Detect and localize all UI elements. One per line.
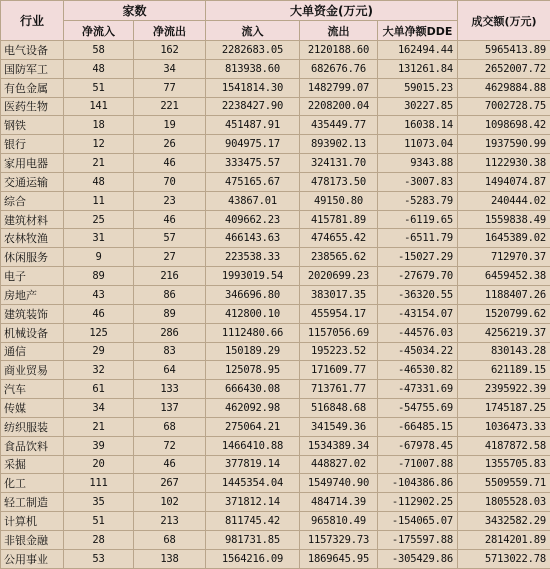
cell-net-in-count: 20	[64, 455, 134, 474]
cell-industry: 建筑装饰	[1, 304, 64, 323]
cell-net-in-count: 29	[64, 342, 134, 361]
cell-outflow: 1534389.34	[300, 436, 378, 455]
cell-industry: 有色金属	[1, 78, 64, 97]
cell-inflow: 475165.67	[206, 172, 300, 191]
cell-net-out-count: 133	[134, 380, 206, 399]
cell-net-out-count: 86	[134, 285, 206, 304]
cell-outflow: 1157056.69	[300, 323, 378, 342]
cell-net-out-count: 83	[134, 342, 206, 361]
cell-outflow: 893902.13	[300, 135, 378, 154]
cell-inflow: 462092.98	[206, 399, 300, 418]
cell-net-out-count: 286	[134, 323, 206, 342]
cell-net-big: -15027.29	[378, 248, 458, 267]
cell-net-out-count: 162	[134, 41, 206, 60]
cell-net-in-count: 111	[64, 474, 134, 493]
table-row	[1, 323, 550, 342]
cell-outflow: 965810.49	[300, 512, 378, 531]
cell-volume: 1122930.38	[458, 154, 550, 173]
cell-net-out-count: 89	[134, 304, 206, 323]
cell-outflow: 713761.77	[300, 380, 378, 399]
cell-net-in-count: 21	[64, 154, 134, 173]
table-row	[1, 59, 550, 78]
cell-outflow: 448827.02	[300, 455, 378, 474]
cell-inflow: 43867.01	[206, 191, 300, 210]
cell-net-in-count: 28	[64, 530, 134, 549]
cell-outflow: 415781.89	[300, 210, 378, 229]
cell-volume: 1188407.26	[458, 285, 550, 304]
cell-volume: 2814201.89	[458, 530, 550, 549]
cell-net-in-count: 51	[64, 78, 134, 97]
cell-inflow: 275064.21	[206, 417, 300, 436]
cell-inflow: 409662.23	[206, 210, 300, 229]
header-industry: 行业	[1, 1, 64, 41]
cell-inflow: 377819.14	[206, 455, 300, 474]
cell-inflow: 346696.80	[206, 285, 300, 304]
table-row	[1, 285, 550, 304]
cell-net-big: -66485.15	[378, 417, 458, 436]
cell-industry: 采掘	[1, 455, 64, 474]
cell-outflow: 324131.70	[300, 154, 378, 173]
cell-net-big: 9343.88	[378, 154, 458, 173]
cell-net-out-count: 221	[134, 97, 206, 116]
cell-outflow: 2120188.60	[300, 41, 378, 60]
cell-net-out-count: 19	[134, 116, 206, 135]
cell-outflow: 238565.62	[300, 248, 378, 267]
cell-industry: 纺织服装	[1, 417, 64, 436]
cell-net-out-count: 77	[134, 78, 206, 97]
cell-net-big: -45034.22	[378, 342, 458, 361]
table-row	[1, 342, 550, 361]
cell-outflow: 341549.36	[300, 417, 378, 436]
cell-net-in-count: 31	[64, 229, 134, 248]
cell-net-big: -67978.45	[378, 436, 458, 455]
table-row	[1, 78, 550, 97]
table-row	[1, 172, 550, 191]
cell-net-in-count: 39	[64, 436, 134, 455]
cell-volume: 240444.02	[458, 191, 550, 210]
cell-net-big: -54755.69	[378, 399, 458, 418]
cell-volume: 5965413.89	[458, 41, 550, 60]
cell-industry: 国防军工	[1, 59, 64, 78]
cell-volume: 1645389.02	[458, 229, 550, 248]
cell-outflow: 474655.42	[300, 229, 378, 248]
cell-net-big: -36320.55	[378, 285, 458, 304]
cell-net-in-count: 53	[64, 549, 134, 568]
cell-inflow: 811745.42	[206, 512, 300, 531]
cell-net-big: -27679.70	[378, 267, 458, 286]
cell-volume: 1520799.62	[458, 304, 550, 323]
cell-net-big: -6511.79	[378, 229, 458, 248]
cell-industry: 非银金融	[1, 530, 64, 549]
table-row	[1, 493, 550, 512]
cell-net-big: -3007.83	[378, 172, 458, 191]
cell-volume: 1355705.83	[458, 455, 550, 474]
cell-net-in-count: 51	[64, 512, 134, 531]
cell-net-out-count: 137	[134, 399, 206, 418]
cell-net-in-count: 48	[64, 172, 134, 191]
cell-inflow: 466143.63	[206, 229, 300, 248]
table-body	[1, 41, 550, 569]
cell-inflow: 223538.33	[206, 248, 300, 267]
cell-outflow: 195223.52	[300, 342, 378, 361]
cell-outflow: 383017.35	[300, 285, 378, 304]
table-row	[1, 191, 550, 210]
cell-net-big: -305429.86	[378, 549, 458, 568]
cell-net-out-count: 213	[134, 512, 206, 531]
cell-net-in-count: 61	[64, 380, 134, 399]
cell-net-out-count: 138	[134, 549, 206, 568]
cell-net-big: -112902.25	[378, 493, 458, 512]
cell-industry: 综合	[1, 191, 64, 210]
cell-net-out-count: 46	[134, 154, 206, 173]
cell-inflow: 125078.95	[206, 361, 300, 380]
cell-net-out-count: 102	[134, 493, 206, 512]
cell-outflow: 1482799.07	[300, 78, 378, 97]
cell-industry: 电子	[1, 267, 64, 286]
table-row	[1, 248, 550, 267]
cell-industry: 食品饮料	[1, 436, 64, 455]
cell-net-in-count: 46	[64, 304, 134, 323]
cell-outflow: 478173.50	[300, 172, 378, 191]
cell-inflow: 1112480.66	[206, 323, 300, 342]
cell-volume: 5509559.71	[458, 474, 550, 493]
table-row	[1, 549, 550, 568]
table-header	[1, 1, 550, 41]
table-row	[1, 455, 550, 474]
cell-industry: 计算机	[1, 512, 64, 531]
cell-industry: 钢铁	[1, 116, 64, 135]
cell-inflow: 981731.85	[206, 530, 300, 549]
cell-net-in-count: 48	[64, 59, 134, 78]
cell-net-big: 59015.23	[378, 78, 458, 97]
cell-net-in-count: 12	[64, 135, 134, 154]
cell-net-big: 131261.84	[378, 59, 458, 78]
cell-industry: 通信	[1, 342, 64, 361]
table-row	[1, 361, 550, 380]
cell-inflow: 2238427.90	[206, 97, 300, 116]
header-net-big: 大单净额DDE	[378, 21, 458, 41]
table-row	[1, 135, 550, 154]
cell-industry: 机械设备	[1, 323, 64, 342]
cell-inflow: 2282683.05	[206, 41, 300, 60]
cell-inflow: 451487.91	[206, 116, 300, 135]
cell-net-big: 162494.44	[378, 41, 458, 60]
cell-net-big: 16038.14	[378, 116, 458, 135]
cell-inflow: 1993019.54	[206, 267, 300, 286]
header-volume: 成交额(万元)	[458, 1, 550, 41]
cell-net-big: 11073.04	[378, 135, 458, 154]
cell-volume: 5713022.78	[458, 549, 550, 568]
cell-net-in-count: 18	[64, 116, 134, 135]
cell-net-big: -44576.03	[378, 323, 458, 342]
cell-volume: 4187872.58	[458, 436, 550, 455]
cell-industry: 公用事业	[1, 549, 64, 568]
cell-net-out-count: 57	[134, 229, 206, 248]
cell-net-in-count: 21	[64, 417, 134, 436]
table-row	[1, 474, 550, 493]
cell-volume: 7002728.75	[458, 97, 550, 116]
cell-net-out-count: 27	[134, 248, 206, 267]
cell-inflow: 1466410.88	[206, 436, 300, 455]
cell-volume: 2395922.39	[458, 380, 550, 399]
table-row	[1, 399, 550, 418]
cell-outflow: 2020699.23	[300, 267, 378, 286]
cell-inflow: 666430.08	[206, 380, 300, 399]
cell-inflow: 371812.14	[206, 493, 300, 512]
cell-net-in-count: 58	[64, 41, 134, 60]
cell-outflow: 484714.39	[300, 493, 378, 512]
cell-inflow: 1445354.04	[206, 474, 300, 493]
cell-volume: 3432582.29	[458, 512, 550, 531]
table-row	[1, 97, 550, 116]
cell-net-big: -104386.86	[378, 474, 458, 493]
table-row	[1, 154, 550, 173]
table-row	[1, 210, 550, 229]
cell-net-in-count: 32	[64, 361, 134, 380]
table-row	[1, 116, 550, 135]
cell-industry: 房地产	[1, 285, 64, 304]
cell-net-big: -46530.82	[378, 361, 458, 380]
cell-net-out-count: 64	[134, 361, 206, 380]
table-row	[1, 530, 550, 549]
table-row	[1, 380, 550, 399]
cell-volume: 712970.37	[458, 248, 550, 267]
cell-outflow: 1157329.73	[300, 530, 378, 549]
table-row	[1, 436, 550, 455]
cell-volume: 2652007.72	[458, 59, 550, 78]
cell-outflow: 49150.80	[300, 191, 378, 210]
table-row	[1, 304, 550, 323]
cell-net-big: -5283.79	[378, 191, 458, 210]
cell-inflow: 1564216.09	[206, 549, 300, 568]
cell-inflow: 904975.17	[206, 135, 300, 154]
cell-net-in-count: 25	[64, 210, 134, 229]
cell-net-out-count: 68	[134, 417, 206, 436]
cell-net-in-count: 125	[64, 323, 134, 342]
cell-inflow: 150189.29	[206, 342, 300, 361]
cell-industry: 家用电器	[1, 154, 64, 173]
cell-volume: 830143.28	[458, 342, 550, 361]
cell-industry: 汽车	[1, 380, 64, 399]
cell-net-in-count: 43	[64, 285, 134, 304]
cell-inflow: 333475.57	[206, 154, 300, 173]
cell-net-out-count: 34	[134, 59, 206, 78]
cell-inflow: 813938.60	[206, 59, 300, 78]
cell-net-out-count: 68	[134, 530, 206, 549]
cell-outflow: 455954.17	[300, 304, 378, 323]
cell-industry: 休闲服务	[1, 248, 64, 267]
cell-net-out-count: 72	[134, 436, 206, 455]
cell-industry: 电气设备	[1, 41, 64, 60]
table-row	[1, 229, 550, 248]
header-outflow: 流出	[300, 21, 378, 41]
cell-volume: 4256219.37	[458, 323, 550, 342]
cell-volume: 1494074.87	[458, 172, 550, 191]
cell-net-out-count: 26	[134, 135, 206, 154]
cell-industry: 传媒	[1, 399, 64, 418]
cell-net-out-count: 46	[134, 455, 206, 474]
cell-industry: 银行	[1, 135, 64, 154]
cell-industry: 农林牧渔	[1, 229, 64, 248]
cell-net-in-count: 11	[64, 191, 134, 210]
header-net-in-count: 净流入	[64, 21, 134, 41]
cell-volume: 1937590.99	[458, 135, 550, 154]
cell-outflow: 171609.77	[300, 361, 378, 380]
cell-net-out-count: 46	[134, 210, 206, 229]
cell-volume: 4629884.88	[458, 78, 550, 97]
cell-net-out-count: 23	[134, 191, 206, 210]
cell-net-in-count: 34	[64, 399, 134, 418]
cell-net-out-count: 70	[134, 172, 206, 191]
header-inflow: 流入	[206, 21, 300, 41]
cell-volume: 1098698.42	[458, 116, 550, 135]
cell-net-big: 30227.85	[378, 97, 458, 116]
cell-volume: 1805528.03	[458, 493, 550, 512]
header-net-out-count: 净流出	[134, 21, 206, 41]
cell-industry: 医药生物	[1, 97, 64, 116]
cell-volume: 6459452.38	[458, 267, 550, 286]
cell-net-big: -43154.07	[378, 304, 458, 323]
cell-outflow: 1549740.90	[300, 474, 378, 493]
cell-outflow: 516848.68	[300, 399, 378, 418]
cell-net-out-count: 216	[134, 267, 206, 286]
cell-industry: 交通运输	[1, 172, 64, 191]
cell-net-big: -47331.69	[378, 380, 458, 399]
cell-volume: 621189.15	[458, 361, 550, 380]
cell-industry: 轻工制造	[1, 493, 64, 512]
cell-outflow: 682676.76	[300, 59, 378, 78]
table-row	[1, 41, 550, 60]
cell-volume: 1559838.49	[458, 210, 550, 229]
cell-outflow: 1869645.95	[300, 549, 378, 568]
cell-outflow: 2208200.04	[300, 97, 378, 116]
cell-industry: 商业贸易	[1, 361, 64, 380]
cell-volume: 1745187.25	[458, 399, 550, 418]
cell-inflow: 412800.10	[206, 304, 300, 323]
cell-net-big: -175597.88	[378, 530, 458, 549]
table-row	[1, 512, 550, 531]
header-count-group: 家数	[64, 1, 206, 21]
cell-net-in-count: 89	[64, 267, 134, 286]
cell-net-big: -6119.65	[378, 210, 458, 229]
cell-industry: 建筑材料	[1, 210, 64, 229]
cell-inflow: 1541814.30	[206, 78, 300, 97]
cell-net-in-count: 141	[64, 97, 134, 116]
cell-industry: 化工	[1, 474, 64, 493]
cell-net-big: -71007.88	[378, 455, 458, 474]
cell-outflow: 435449.77	[300, 116, 378, 135]
cell-net-out-count: 267	[134, 474, 206, 493]
cell-net-in-count: 35	[64, 493, 134, 512]
table-row	[1, 417, 550, 436]
table-row	[1, 267, 550, 286]
header-big-fund-group: 大单资金(万元)	[206, 1, 458, 21]
cell-volume: 1036473.33	[458, 417, 550, 436]
cell-net-in-count: 9	[64, 248, 134, 267]
cell-net-big: -154065.07	[378, 512, 458, 531]
